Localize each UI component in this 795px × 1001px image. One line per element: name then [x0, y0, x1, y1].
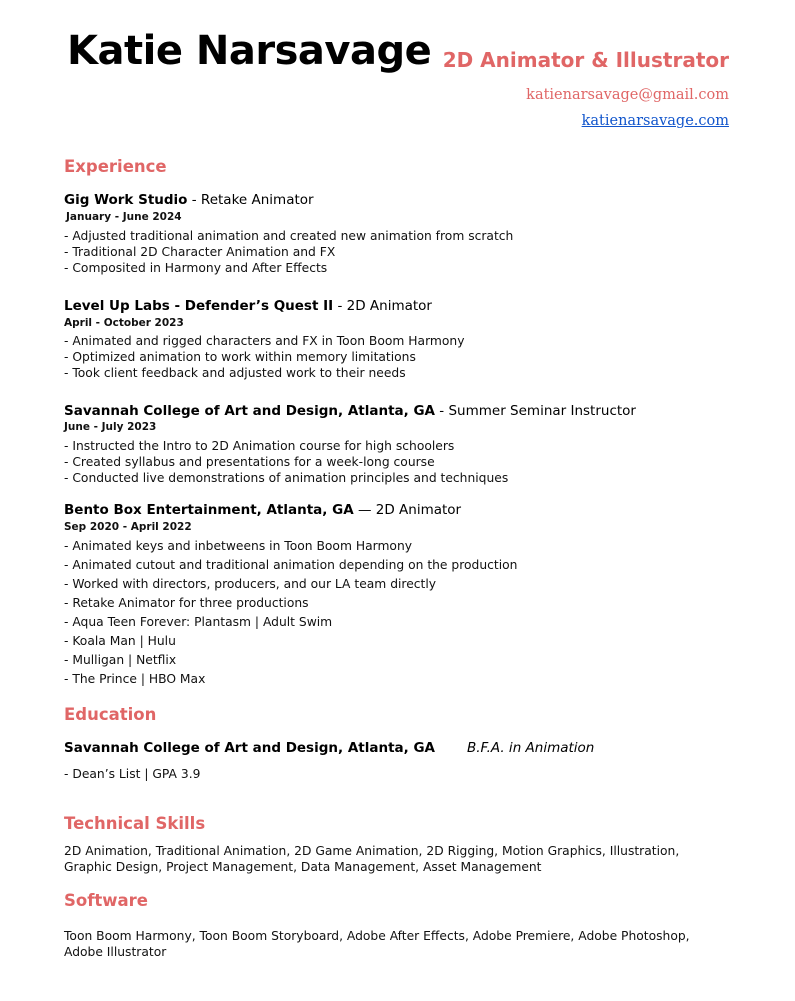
education-details — [64, 766, 200, 782]
list-item: - Animated and rigged characters and FX in Toon Boom Harmony — [64, 334, 465, 348]
education-degree: B.F.A. in Animation — [467, 740, 595, 756]
list-item: - Created syllabus and presentations for a week-long course — [64, 455, 435, 469]
job-bullets — [64, 537, 517, 689]
skills-text: 2D Animation, Traditional Animation, 2D Game Animation, 2D Rigging, Motion Graphics, Illustration, Graphic Design, Project Management, Data Management, Asset Management — [64, 844, 680, 874]
job-heading — [64, 298, 432, 314]
software-heading: Software — [64, 891, 148, 910]
job-heading — [64, 403, 636, 419]
list-item: - Instructed the Intro to 2D Animation course for high schoolers — [64, 439, 455, 453]
job-dates: Sep 2020 - April 2022 — [64, 521, 192, 533]
email-link[interactable]: katienarsavage@gmail.com — [526, 87, 729, 103]
list-item: - Adjusted traditional animation and created new animation from scratch — [64, 229, 514, 243]
list-item: - Conducted live demonstrations of animation principles and techniques — [64, 471, 509, 485]
list-item: - The Prince | HBO Max — [64, 672, 206, 686]
experience-heading: Experience — [64, 157, 167, 176]
list-item: - Optimized animation to work within memory limitations — [64, 350, 416, 364]
job-title: 2D Animator & Illustrator — [442, 48, 729, 72]
job-separator: — — [353, 502, 376, 518]
candidate-name: Katie Narsavage — [67, 28, 432, 74]
job-bullets — [64, 228, 513, 276]
list-item: - Animated keys and inbetweens in Toon Boom Harmony — [64, 539, 413, 553]
job-separator: - — [435, 403, 449, 419]
list-item: - Worked with directors, producers, and our LA team directly — [64, 577, 437, 591]
job-role: 2D Animator — [375, 502, 462, 518]
education-school: Savannah College of Art and Design, Atlanta, GA — [64, 740, 435, 756]
job-company: Bento Box Entertainment, Atlanta, GA — [64, 502, 354, 518]
job-bullets — [64, 438, 508, 486]
skills-heading: Technical Skills — [64, 814, 206, 833]
list-item: - Animated cutout and traditional animation depending on the production — [64, 558, 518, 572]
job-company: Gig Work Studio — [64, 192, 188, 208]
job-role: 2D Animator — [346, 298, 432, 314]
list-item: - Traditional 2D Character Animation and FX — [64, 245, 336, 259]
list-item: - Dean’s List | GPA 3.9 — [64, 767, 201, 781]
job-heading — [64, 502, 461, 518]
job-company: Level Up Labs - Defender’s Quest II — [64, 298, 334, 314]
job-role: Retake Animator — [200, 192, 314, 208]
list-item: - Koala Man | Hulu — [64, 634, 176, 648]
job-separator: - — [333, 298, 347, 314]
education-heading: Education — [64, 705, 157, 724]
job-dates: January - June 2024 — [66, 211, 182, 223]
list-item: - Composited in Harmony and After Effects — [64, 261, 328, 275]
job-heading — [64, 192, 314, 208]
software-text: Toon Boom Harmony, Toon Boom Storyboard, Adobe After Effects, Adobe Premiere, Adobe Photoshop, Adobe Illustrator — [64, 929, 690, 959]
list-item: - Took client feedback and adjusted work to their needs — [64, 366, 406, 380]
job-role: Summer Seminar Instructor — [448, 403, 636, 419]
job-dates: April - October 2023 — [64, 317, 184, 329]
job-separator: - — [187, 192, 201, 208]
list-item: - Retake Animator for three productions — [64, 596, 309, 610]
website-link[interactable]: katienarsavage.com — [581, 113, 729, 129]
job-dates: June - July 2023 — [64, 421, 157, 433]
education-entry — [64, 740, 594, 756]
job-bullets — [64, 333, 465, 381]
list-item: - Mulligan | Netflix — [64, 653, 177, 667]
job-company: Savannah College of Art and Design, Atlanta, GA — [64, 403, 435, 419]
list-item: - Aqua Teen Forever: Plantasm | Adult Swim — [64, 615, 333, 629]
